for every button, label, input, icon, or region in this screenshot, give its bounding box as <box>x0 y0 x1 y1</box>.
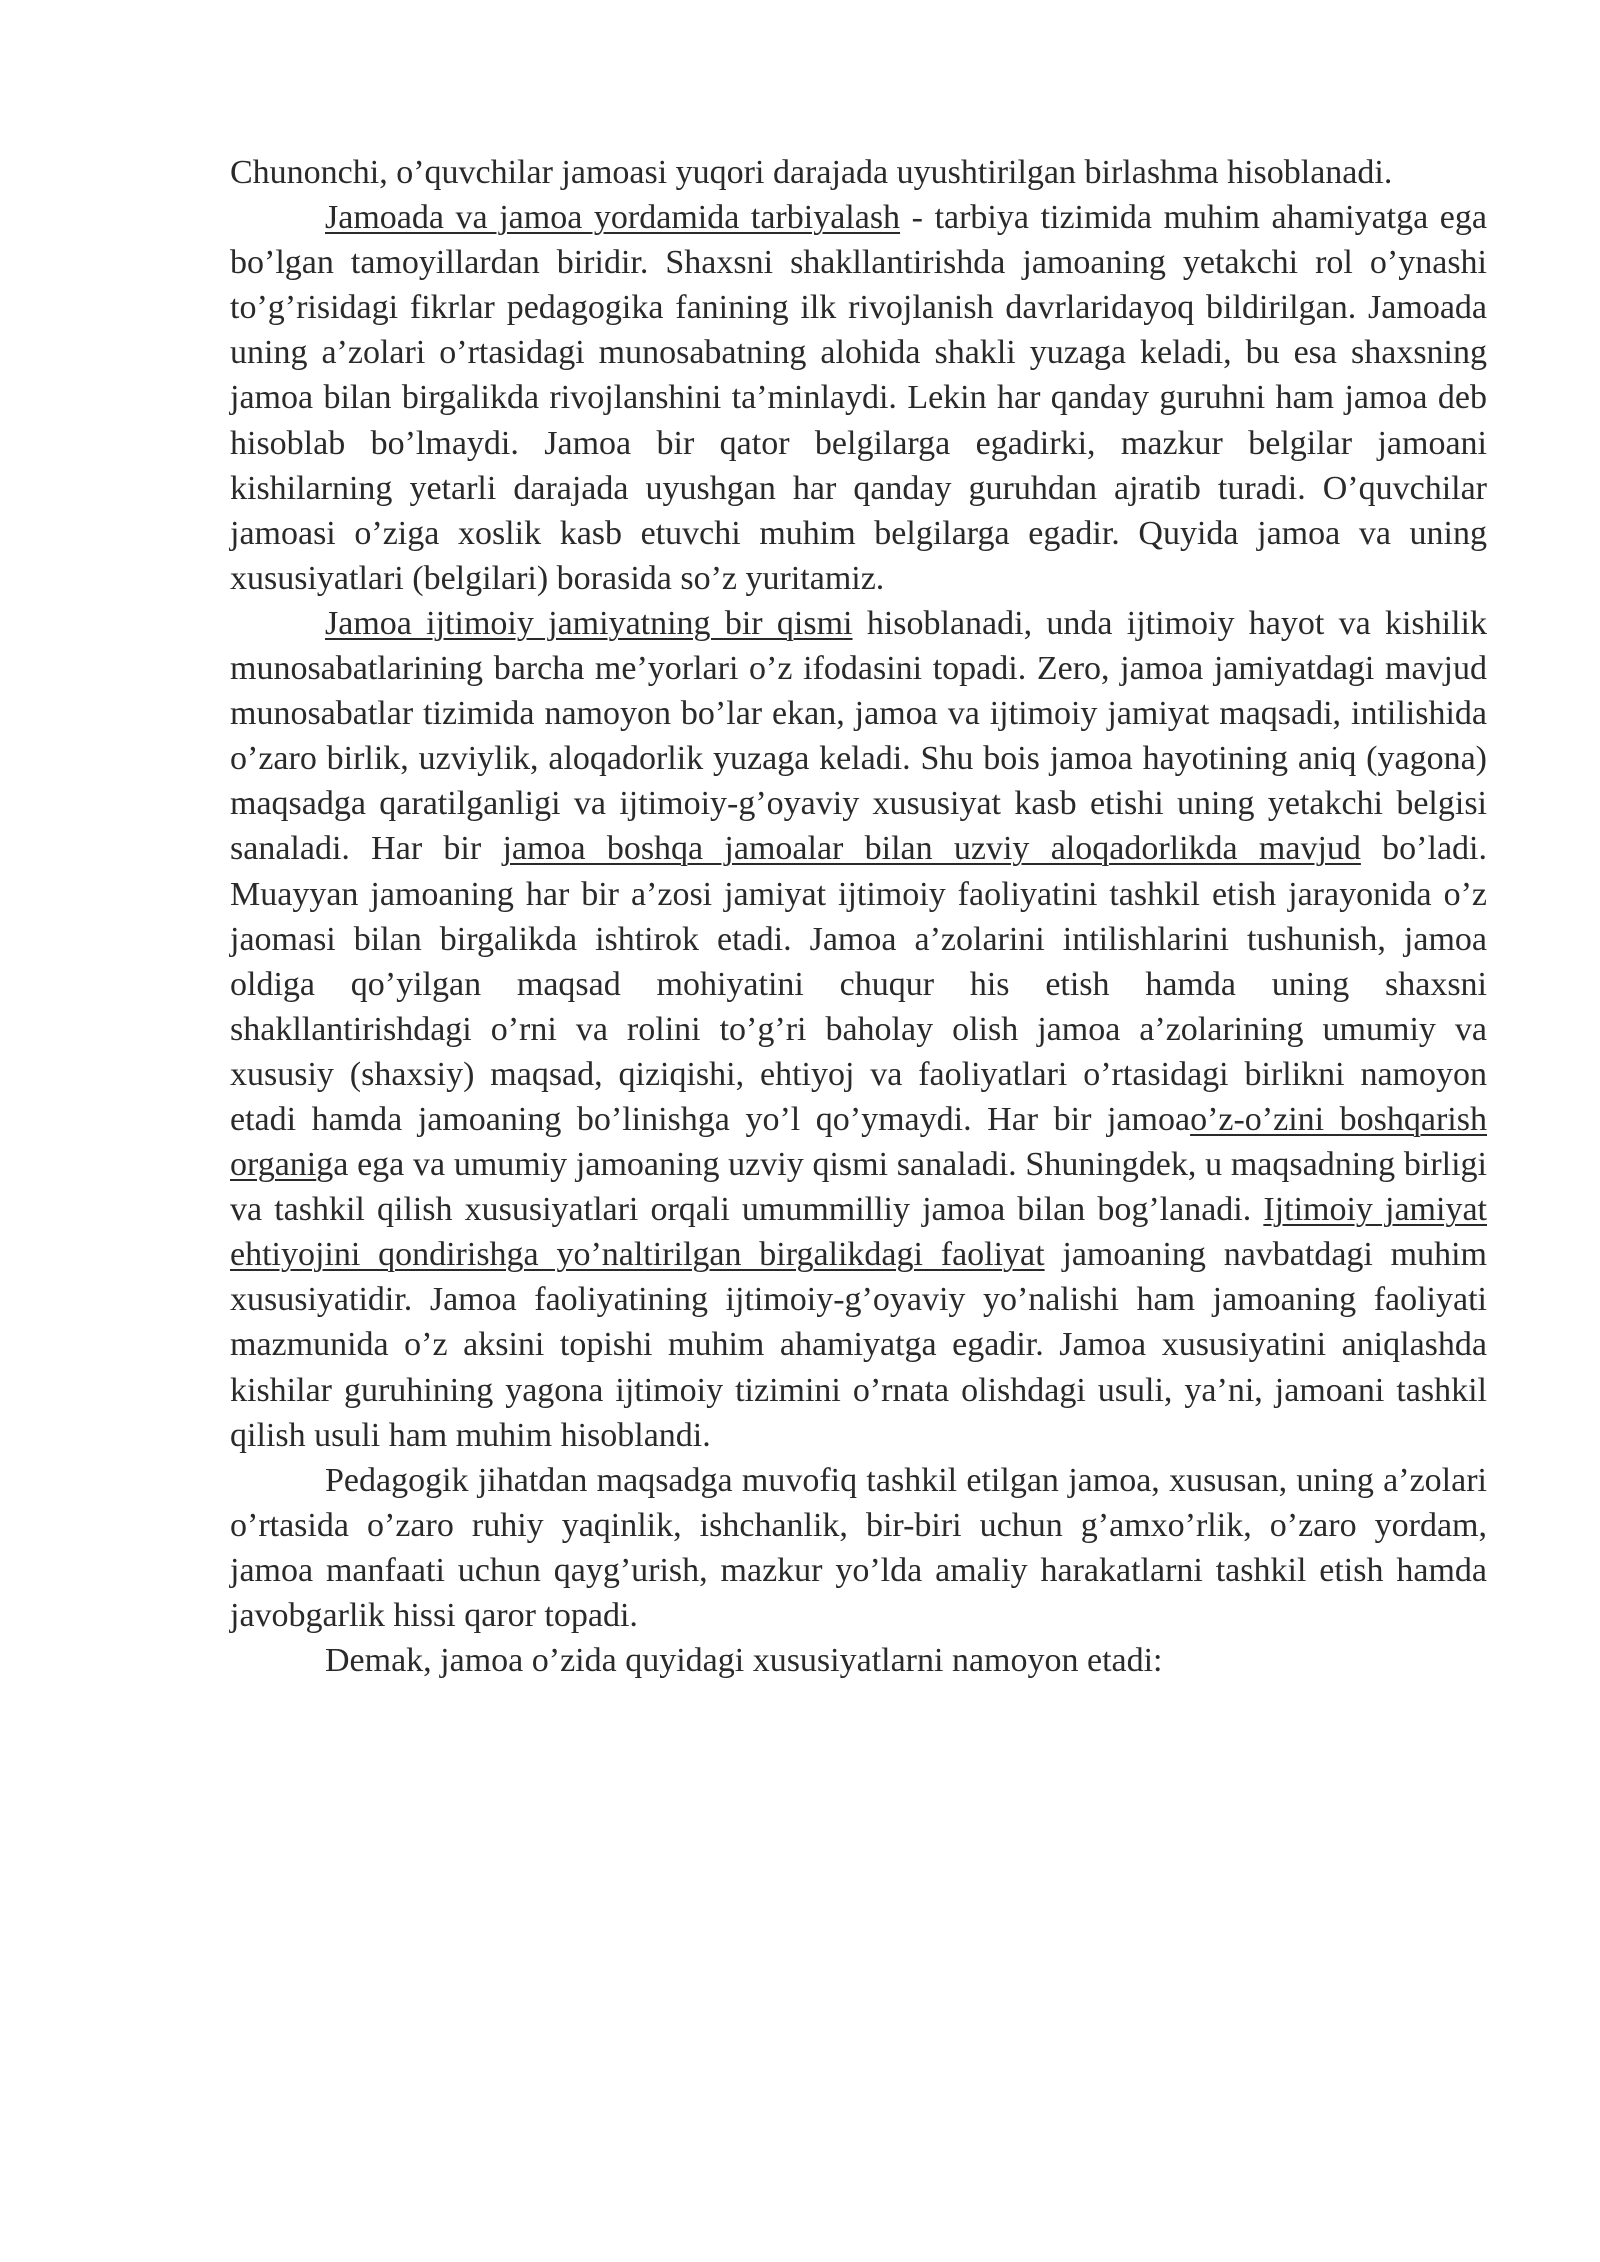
document-page <box>230 150 1487 1683</box>
underlined-phrase: o’z-o’zini boshqarish organi <box>230 1100 1487 1184</box>
paragraph-1: Chunonchi, o’quvchilar jamoasi yuqori darajada uyushtirilgan birlashma hisoblanadi. <box>230 154 1393 191</box>
paragraph-text: jamoaning navbatdagi muhim xususiyatidir. Jamoa faoliyatining ijtimoiy-g’oyaviy yo’nalishi ham jamoaning faoliyati mazmunida o’z aksini topishi muhim ahamiyatga egadir. Jamoa xususiyatini aniqlashda kishilar guruhining yagona ijtimoiy tizimini o’rnata olishdagi usuli, ya’ni, jamoani tashkil qilish usuli ham muhim hisoblandi. <box>230 1236 1488 1454</box>
paragraph-text: - tarbiya tizimida muhim ahamiyatga ega bo’lgan tamoyillardan biridir. Shaxsni shakllantirishda jamoaning yetakchi rol o’ynashi to’g’risidagi fikrlar pedagogika fanining ilk rivojlanish davrlaridayoq bildirilgan. Jamoada uning a’zolari o’rtasidagi munosabatning alohida shakli yuzaga keladi, bu esa shaxsning jamoa bilan birgalikda rivojlanshini ta’minlaydi. Lekin har qanday guruhni ham jamoa deb hisoblab bo’lmaydi. Jamoa bir qator belgilarga egadirki, mazkur belgilar jamoani kishilarning yetarli darajada uyushgan har qanday guruhdan ajratib turadi. O’quvchilar jamoasi o’ziga xoslik kasb etuvchi muhim belgilarga egadir. Quyida jamoa va uning xususiyatlari (belgilari) borasida so’z yuritamiz. <box>230 199 1487 597</box>
underlined-phrase: Jamoada va jamoa yordamida tarbiyalash <box>325 199 901 237</box>
paragraph-3 <box>230 601 1487 1458</box>
paragraph-text: bo’ladi. Muayyan jamoaning har bir a’zosi jamiyat ijtimoiy faoliyatini tashkil etish jarayonida o’z jaomasi bilan birgalikda ishtirok etadi. Jamoa a’zolarini intilishlarini tushunish, jamoa oldiga qo’yilgan maqsad mohiyatini chuqur his etish hamda uning shaxsni shakllantirishdagi o’rni va rolini to’g’ri baholay olish jamoa a’zolarining umumiy va xususiy (shaxsiy) maqsad, qiziqishi, ehtiyoj va faoliyatlari o’rtasidagi birlikni namoyon etadi hamda jamoaning bo’linishga yo’l qo’ymaydi. Har bir jamoa <box>230 830 1487 1138</box>
underlined-phrase: Ijtimoiy jamiyat ehtiyojini qondirishga yo’naltirilgan birgalikdagi faoliyat <box>230 1191 1487 1274</box>
paragraph-text: hisoblanadi, unda ijtimoiy hayot va kishilik munosabatlarining barcha me’yorlari o’z ifodasini topadi. Zero, jamoa jamiyatdagi mavjud munosabatlar tizimida namoyon bo’lar ekan, jamoa va ijtimoiy jamiyat maqsadi, intilishida o’zaro birlik, uzviylik, aloqadorlik yuzaga keladi. Shu bois jamoa hayotining aniq (yagona) maqsadga qaratilganligi va ijtimoiy-g’oyaviy xususiyat kasb etishi uning yetakchi belgisi sanaladi. Har bir <box>230 604 1487 868</box>
underlined-phrase: Jamoa ijtimoiy jamiyatning bir qismi <box>325 604 853 642</box>
paragraph-4: Pedagogik jihatdan maqsadga muvofiq tashkil etilgan jamoa, xususan, uning a’zolari o’rtasida o’zaro ruhiy yaqinlik, ishchanlik, bir-biri uchun g’amxo’rlik, o’zaro yordam, jamoa manfaati uchun qayg’urish, mazkur yo’lda amaliy harakatlarni tashkil etish hamda javobgarlik hissi qaror topadi. <box>230 1461 1487 1634</box>
paragraph-5: Demak, jamoa o’zida quyidagi xususiyatlarni namoyon etadi: <box>325 1642 1163 1680</box>
paragraph-text: ga ega va umumiy jamoaning uzviy qismi sanaladi. Shuningdek, u maqsadning birligi va tashkil qilish xususiyatlari orqali umummilliy jamoa bilan bog’lanadi. <box>230 1146 1487 1229</box>
underlined-phrase: jamoa boshqa jamoalar bilan uzviy aloqadorlikda mavjud <box>502 830 1361 868</box>
paragraph-2 <box>230 195 1487 601</box>
